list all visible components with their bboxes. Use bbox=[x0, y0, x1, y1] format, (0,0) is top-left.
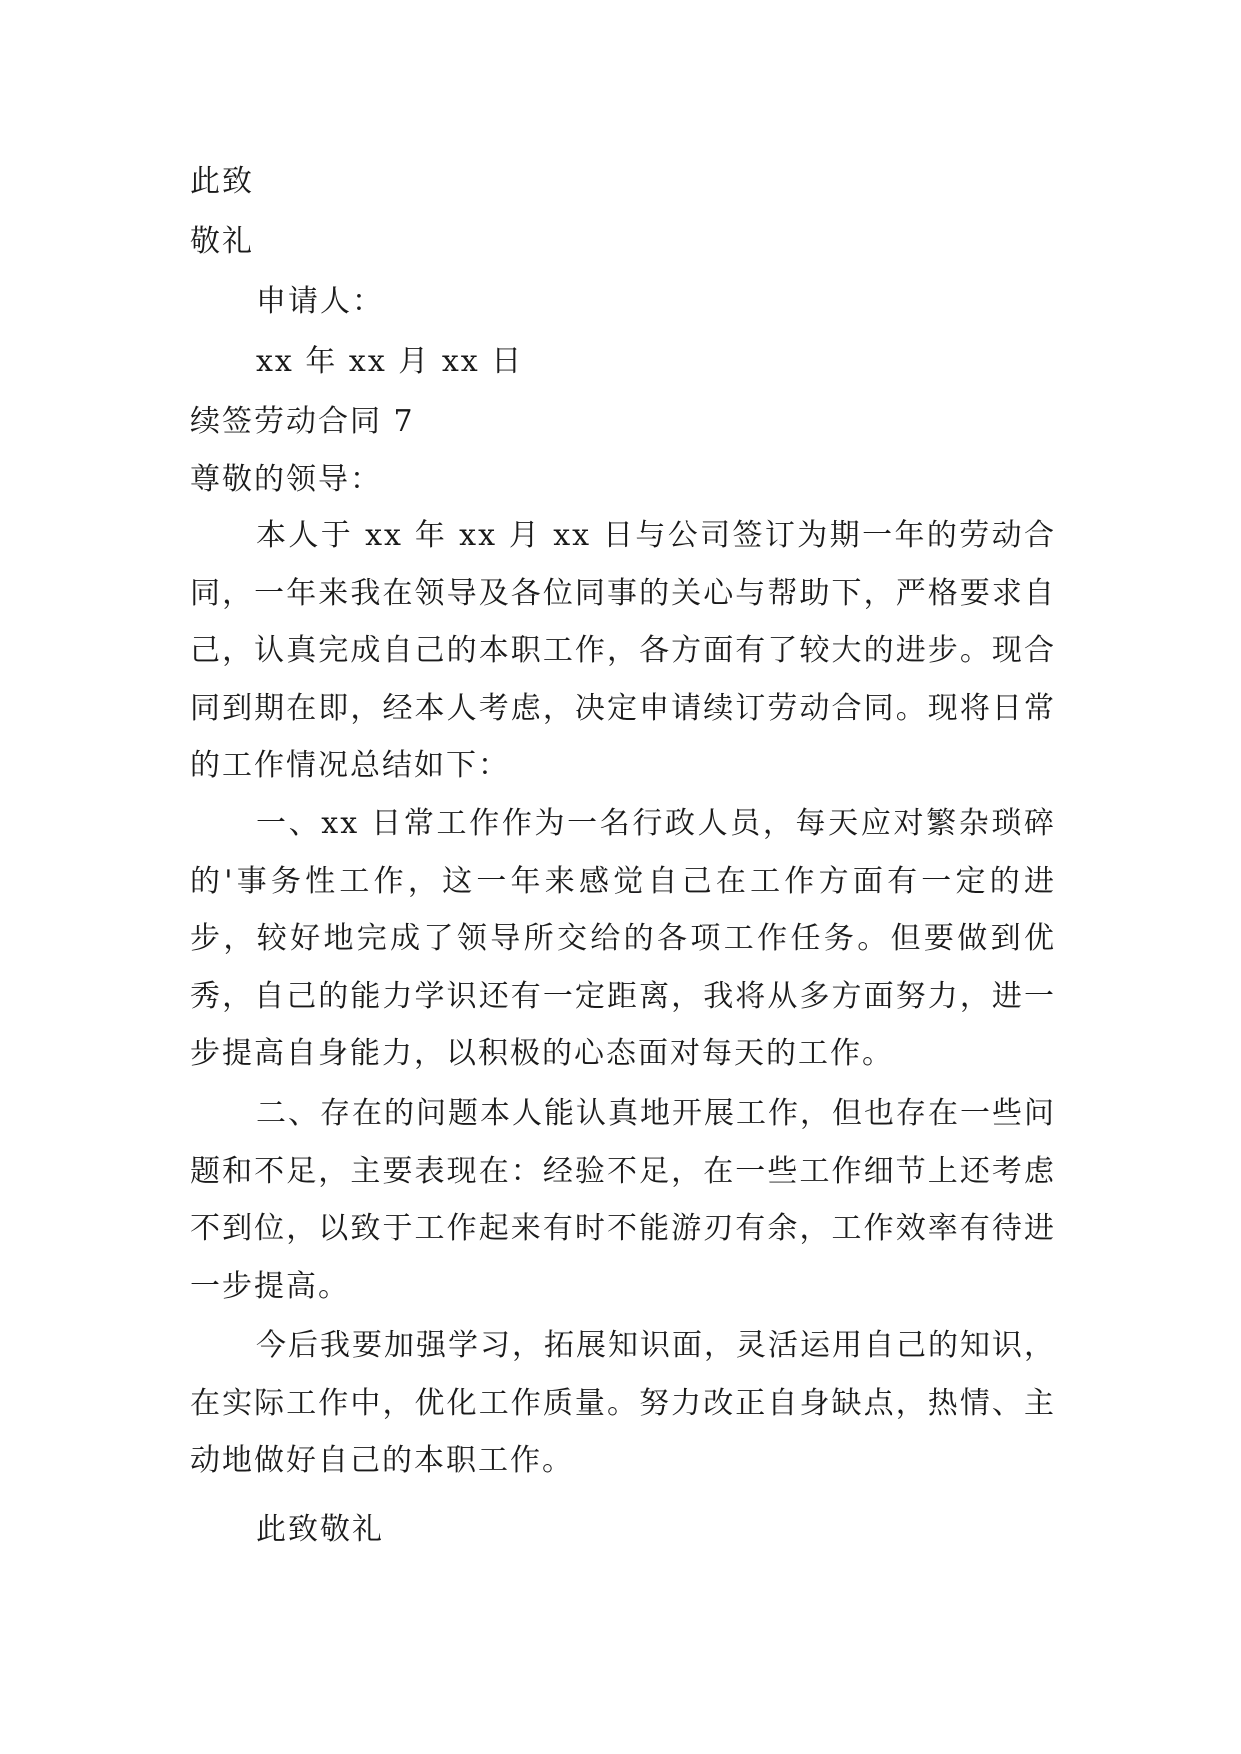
salutation: 尊敬的领导： bbox=[190, 462, 382, 497]
body-paragraph-1: 本人于 xx 年 xx 月 xx 日与公司签订为期一年的劳动合同，一年来我在领导及各位同事的关心与帮助下，严格要求自己，认真完成自己的本职工作，各方面有了较大的进步。现合同到期在即，经本人考虑，决定申请续订劳动合同。现将日常的工作情况总结如下： bbox=[190, 518, 1056, 783]
closing-line-1: 此致 bbox=[190, 164, 254, 199]
signature-date: xx 年 xx 月 xx 日 bbox=[256, 344, 524, 379]
body-paragraph-2: 一、xx 日常工作作为一名行政人员，每天应对繁杂琐碎的'事务性工作，这一年来感觉自己在工作方面有一定的进步，较好地完成了领导所交给的各项工作任务。但要做到优秀，自己的能力学识还有一定距离，我将从多方面努力，进一步提高自身能力，以积极的心态面对每天的工作。 bbox=[190, 806, 1056, 1071]
applicant-label: 申请人： bbox=[256, 284, 384, 319]
body-paragraph-4: 今后我要加强学习，拓展知识面，灵活运用自己的知识，在实际工作中，优化工作质量。努力改正自身缺点，热情、主动地做好自己的本职工作。 bbox=[190, 1328, 1056, 1478]
closing-line-2: 敬礼 bbox=[190, 224, 254, 259]
closing-main: 此致敬礼 bbox=[256, 1512, 384, 1547]
document-title: 续签劳动合同 7 bbox=[190, 404, 415, 439]
body-paragraph-3: 二、存在的问题本人能认真地开展工作，但也存在一些问题和不足，主要表现在：经验不足，在一些工作细节上还考虑不到位，以致于工作起来有时不能游刃有余，工作效率有待进一步提高。 bbox=[190, 1096, 1056, 1304]
